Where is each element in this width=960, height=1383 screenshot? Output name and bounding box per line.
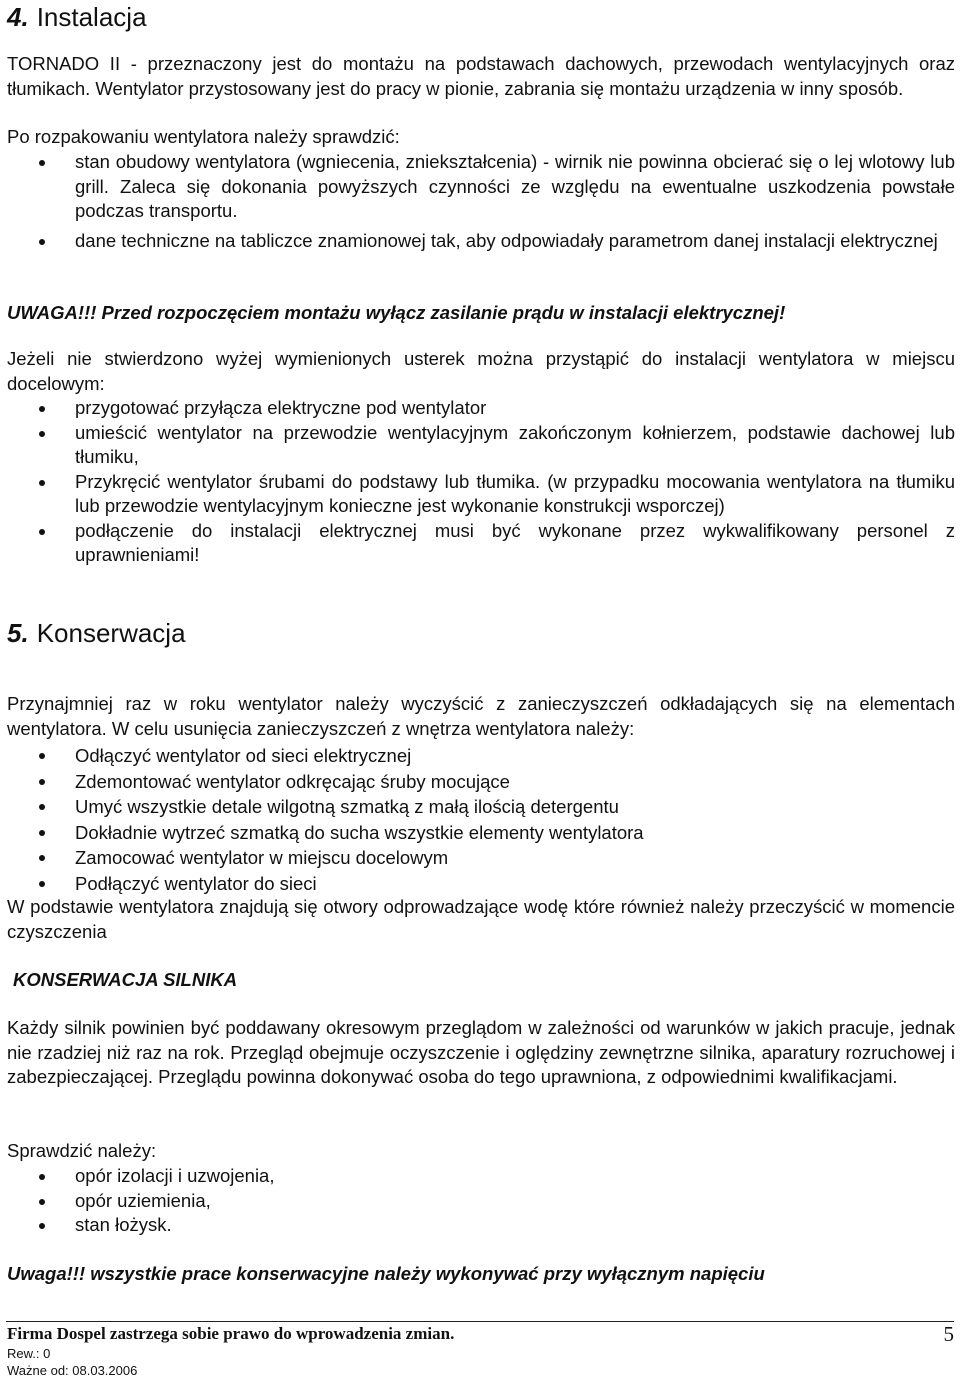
motor-check-list (7, 1164, 955, 1238)
section-5-heading (7, 618, 955, 648)
list-item: Dokładnie wytrzeć szmatką do sucha wszystkie elementy wentylatora (7, 820, 955, 846)
footer-divider (6, 1321, 954, 1322)
list-item: przygotować przyłącza elektryczne pod wentylator (7, 396, 955, 421)
list-item: stan obudowy wentylatora (wgniecenia, zniekształcenia) - wirnik nie powinna obcierać się o lej wlotowy lub grill. Zaleca się dokonania powyższych czynności ze względu na ewentualne uszkodzenia powstałe podczas transportu. (7, 150, 955, 224)
motor-check-heading: Sprawdzić należy: (7, 1140, 157, 1161)
footer-company-note: Firma Dospel zastrzega sobie prawo do wprowadzenia zmian. (7, 1324, 455, 1343)
installation-steps-list (7, 396, 955, 568)
section-4-check-list (7, 150, 955, 253)
maintenance-steps-list (7, 743, 955, 897)
list-item: stan łożysk. (7, 1213, 955, 1238)
motor-maintenance-heading: KONSERWACJA SILNIKA (13, 969, 238, 990)
section-5-title: Konserwacja (36, 618, 186, 648)
installation-intro: Jeżeli nie stwierdzono wyżej wymienionych usterek można przystąpić do instalacji wentylatora w miejscu docelowym: (7, 348, 955, 394)
list-item: Umyć wszystkie detale wilgotną szmatką z małą ilością detergentu (7, 794, 955, 820)
installation-warning: UWAGA!!! Przed rozpoczęciem montażu wyłącz zasilanie prądu w instalacji elektrycznej! (7, 302, 786, 323)
list-item: Zdemontować wentylator odkręcając śruby mocujące (7, 769, 955, 795)
section-4-heading (7, 2, 955, 32)
list-item: umieścić wentylator na przewodzie wentylacyjnym zakończonym kołnierzem, podstawie dachowej lub tłumiku, (7, 421, 955, 470)
maintenance-warning: Uwaga!!! wszystkie prace konserwacyjne należy wykonywać przy wyłącznym napięciu (7, 1263, 765, 1284)
motor-maintenance-text: Każdy silnik powinien być poddawany okresowym przeglądom w zależności od warunków w jakich pracuje, jednak nie rzadziej niż raz na rok. Przegląd obejmuje oczyszczenie i oględziny zewnętrzne silnika, aparatury rozruchowej i zabezpieczającej. Przeglądu powinna dokonywać osoba do tego uprawniona, z odpowiednimi kwalifikacjami. (7, 1017, 955, 1087)
list-item: dane techniczne na tabliczce znamionowej tak, aby odpowiadały parametrom danej instalacji elektrycznej (7, 229, 955, 254)
list-item: Podłączyć wentylator do sieci (7, 871, 955, 897)
list-item: opór izolacji i uzwojenia, (7, 1164, 955, 1189)
maintenance-intro: Przynajmniej raz w roku wentylator należy wyczyścić z zanieczyszczeń odkładających się na elementach wentylatora. W celu usunięcia zanieczyszczeń z wnętrza wentylatora należy: (7, 693, 955, 739)
drain-holes-note: W podstawie wentylatora znajdują się otwory odprowadzające wodę które również należy przeczyścić w momencie czyszczenia (7, 896, 955, 942)
section-4-intro: TORNADO II - przeznaczony jest do montażu na podstawach dachowych, przewodach wentylacyjnych oraz tłumikach. Wentylator przystosowany jest do pracy w pionie, zabrania się montażu urządzenia w inny sposób. (7, 53, 955, 99)
section-4-check-heading: Po rozpakowaniu wentylatora należy sprawdzić: (7, 126, 400, 147)
list-item: Odłączyć wentylator od sieci elektrycznej (7, 743, 955, 769)
section-5-number: 5. (7, 618, 29, 648)
page-number: 5 (943, 1322, 954, 1346)
footer-valid-from: Ważne od: 08.03.2006 (7, 1363, 138, 1378)
list-item: opór uziemienia, (7, 1189, 955, 1214)
section-4-title: Instalacja (36, 2, 147, 32)
footer-revision: Rew.: 0 (7, 1346, 51, 1361)
list-item: podłączenie do instalacji elektrycznej musi być wykonane przez wykwalifikowany personel z uprawnieniami! (7, 519, 955, 568)
list-item: Zamocować wentylator w miejscu docelowym (7, 845, 955, 871)
section-4-number: 4. (7, 2, 29, 32)
list-item: Przykręcić wentylator śrubami do podstawy lub tłumika. (w przypadku mocowania wentylatora na tłumiku lub przewodzie wentylacyjnym konieczne jest wykonanie konstrukcji wsporczej) (7, 470, 955, 519)
